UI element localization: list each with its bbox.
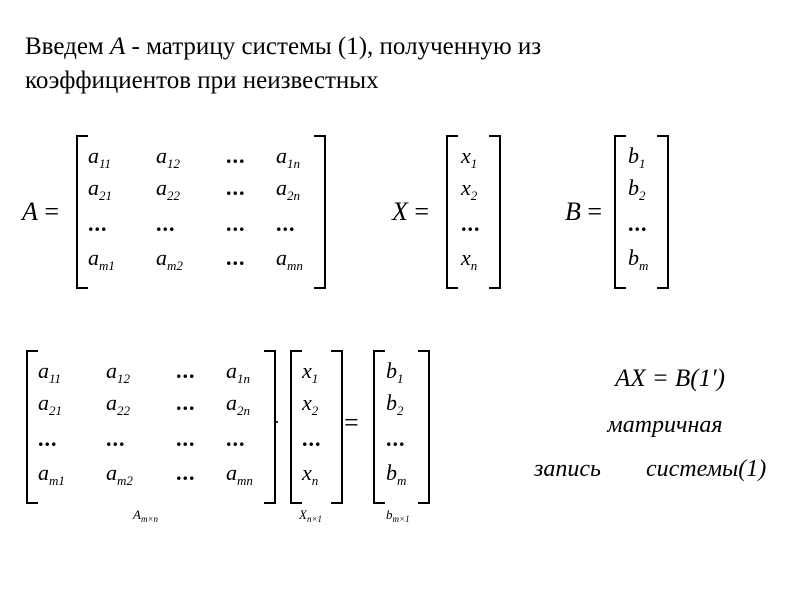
product-vector-B-left-bracket (373, 350, 385, 504)
vector-X-cell: $x_1$ (461, 143, 478, 171)
product-matrix-A-cell: $a_{m1}$ (38, 460, 65, 488)
matrix-A-cell: $a_{m1}$ (88, 245, 115, 273)
vector-X-cell: $x_2$ (461, 175, 478, 203)
product-vector-B-cell: $b_1$ (386, 358, 404, 386)
caption-X-dims: $X_{n\times 1}$ (299, 507, 323, 524)
matrix-A-cell: ... (226, 211, 246, 236)
product-vector-B-cell: ... (386, 426, 406, 451)
caption-b-dims: $b_{m\times 1}$ (386, 507, 410, 524)
matrix-A-right-bracket (314, 135, 326, 289)
product-matrix-A-cell: $a_{mn}$ (226, 460, 253, 488)
slide-title: Введем A - матрицу системы (1), полученную из коэффициентов при неизвестных (25, 33, 542, 94)
product-matrix-A-cell: $a_{11}$ (38, 358, 62, 386)
title-var: A (110, 33, 126, 60)
vector-X-left-bracket (446, 135, 458, 289)
product-matrix-A-cell: ... (176, 426, 196, 451)
product-matrix-A-cell: $a_{m2}$ (106, 460, 133, 488)
matrix-A-cell: ... (226, 143, 246, 168)
matrix-A-cell: $a_{12}$ (156, 143, 180, 171)
product-vector-X-cell: $x_n$ (302, 460, 319, 488)
matrix-form-caption-line3b: системы(1) (646, 456, 767, 482)
matrix-A-cell: $a_{2n}$ (276, 175, 300, 203)
product-matrix-A-left-bracket (26, 350, 38, 504)
product-vector-X-cell: ... (302, 426, 322, 451)
matrix-A-cell: $a_{m2}$ (156, 245, 183, 273)
product-vector-B-right-bracket (418, 350, 430, 504)
product-matrix-A-cell: ... (226, 426, 246, 451)
matrix-A-cell: ... (156, 211, 176, 236)
product-matrix-A-cell: $a_{22}$ (106, 390, 130, 418)
matrix-A-cell: ... (88, 211, 108, 236)
matrix-A-cell: $a_{11}$ (88, 143, 112, 171)
vector-B-cell: $b_m$ (628, 245, 649, 273)
A-definition-label: A = (22, 197, 60, 226)
matrix-A-cell: $a_{21}$ (88, 175, 112, 203)
vector-X-cell: ... (461, 211, 481, 236)
matrix-A-cell: ... (226, 175, 246, 200)
product-matrix-A-cell: $a_{2n}$ (226, 390, 250, 418)
matrix-A-left-bracket (76, 135, 88, 289)
product-matrix-A-cell: ... (176, 390, 196, 415)
vector-B-right-bracket (657, 135, 669, 289)
product-matrix-A-cell: ... (176, 358, 196, 383)
product-vector-B-cell: $b_m$ (386, 460, 407, 488)
matrix-A-cell: ... (276, 211, 296, 236)
product-vector-B-cell: $b_2$ (386, 390, 404, 418)
B-definition-label: B = (565, 197, 603, 226)
X-definition-label: X = (392, 197, 430, 226)
matrix-A-cell: $a_{1n}$ (276, 143, 300, 171)
vector-B-left-bracket (614, 135, 626, 289)
product-matrix-A-cell: $a_{1n}$ (226, 358, 250, 386)
vector-B-cell: ... (628, 211, 648, 236)
matrix-form-caption-line3a: запись (534, 456, 601, 482)
product-matrix-A-cell: $a_{21}$ (38, 390, 62, 418)
product-vector-X-left-bracket (290, 350, 302, 504)
multiplication-dot: · (274, 412, 280, 432)
product-vector-X-cell: $x_1$ (302, 358, 319, 386)
caption-A-dims: $A_{m\times n}$ (133, 507, 159, 524)
product-vector-X-cell: $x_2$ (302, 390, 319, 418)
vector-X-right-bracket (489, 135, 501, 289)
vector-B-cell: $b_2$ (628, 175, 646, 203)
vector-B-cell: $b_1$ (628, 143, 646, 171)
matrix-A-cell: ... (226, 245, 246, 270)
matrix-A-cell: $a_{22}$ (156, 175, 180, 203)
matrix-form-formula: AX = B(1′) (615, 365, 725, 392)
product-matrix-A-cell: ... (106, 426, 126, 451)
product-matrix-A-cell: ... (176, 460, 196, 485)
product-matrix-A-cell: ... (38, 426, 58, 451)
matrix-form-caption-line2: матричная (607, 412, 723, 438)
product-matrix-A-cell: $a_{12}$ (106, 358, 130, 386)
vector-X-cell: $x_n$ (461, 245, 478, 273)
product-equals-sign: = (344, 408, 359, 437)
matrix-A-cell: $a_{mn}$ (276, 245, 303, 273)
product-vector-X-right-bracket (331, 350, 343, 504)
